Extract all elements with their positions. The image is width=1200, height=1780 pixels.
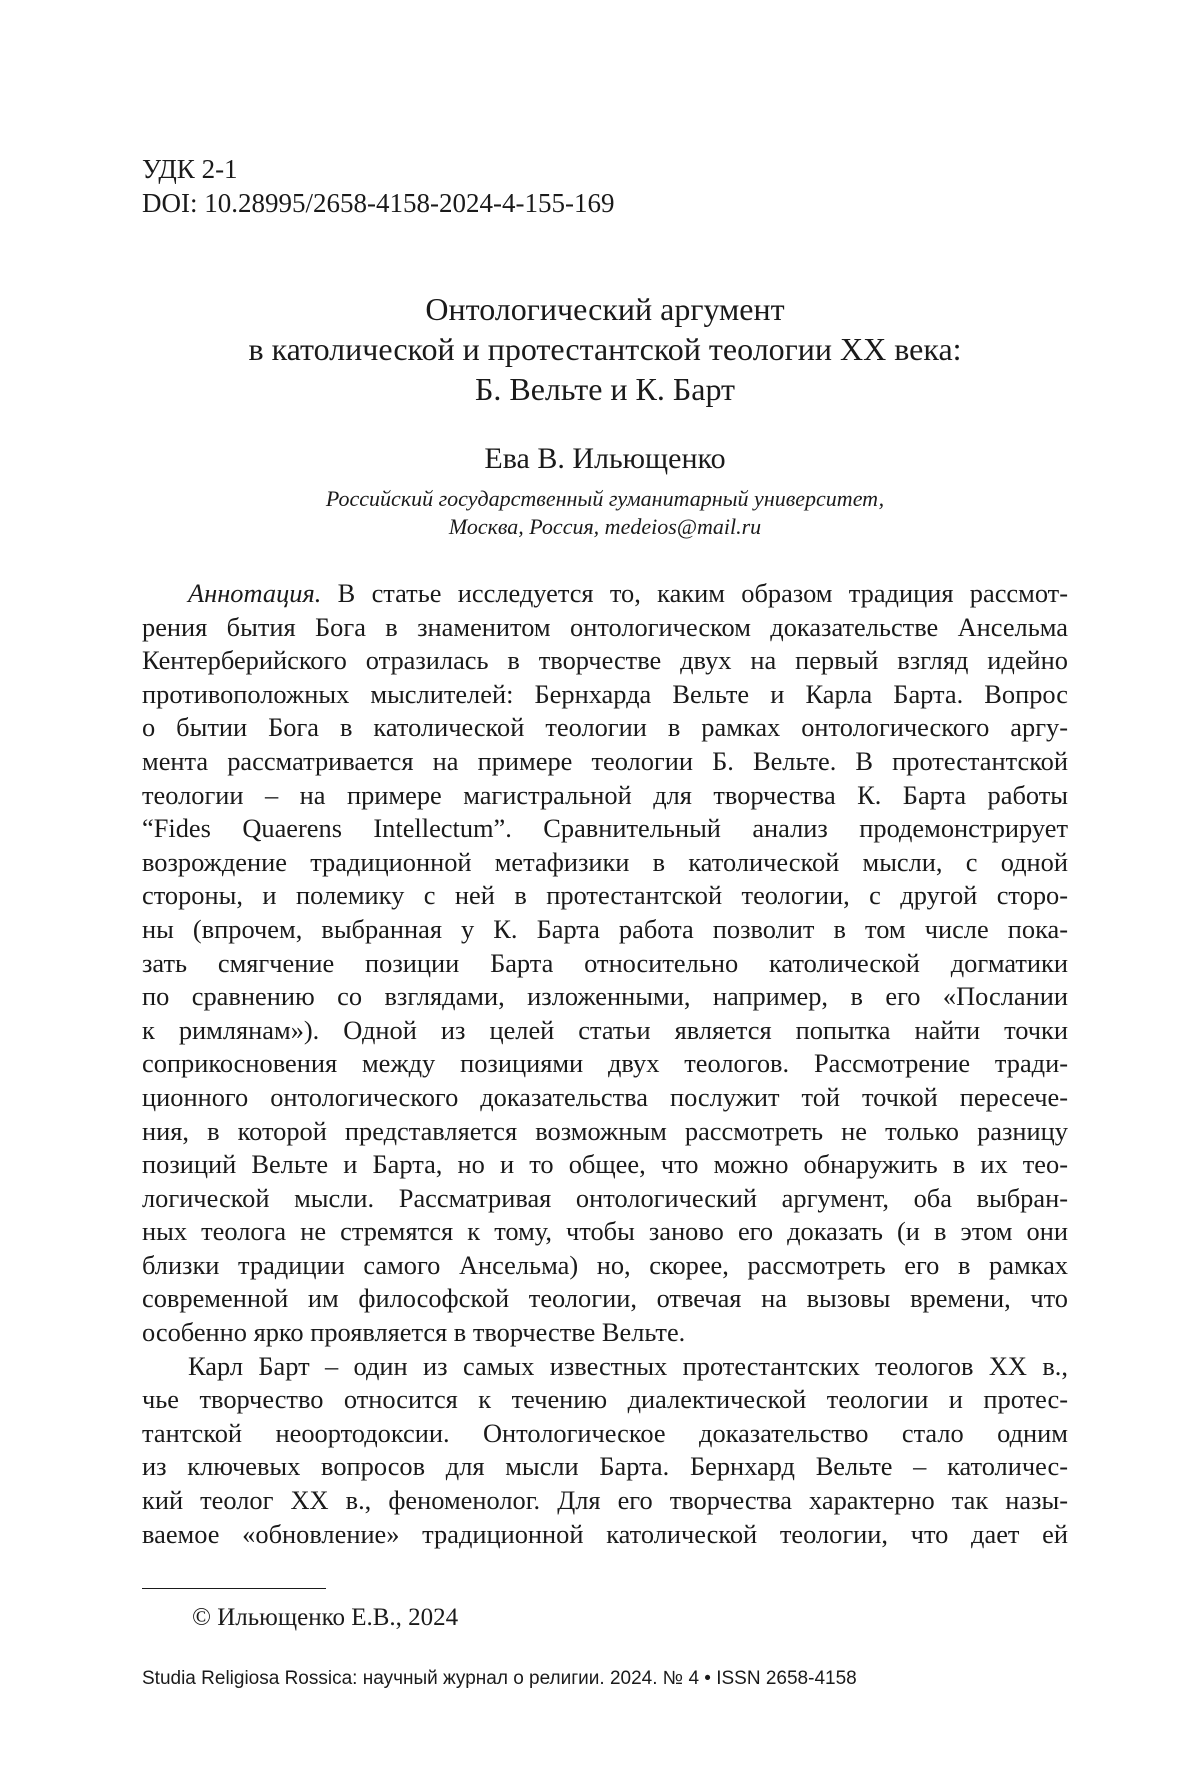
abstract-line: к римлянам»). Одной из целей статьи является попытка найти точки <box>142 1014 1068 1045</box>
article-title <box>142 289 1068 409</box>
abstract-line: возрождение традиционной метафизики в католической мысли, с одной <box>142 846 1068 877</box>
title-line-2: в католической и протестантской теологии XX века: <box>248 331 962 367</box>
udc-code: УДК 2-1 <box>142 154 238 184</box>
abstract-line: ных теолога не стремятся к тому, чтобы заново его доказать (и в этом они <box>142 1216 1068 1247</box>
body-line: кий теолог XX в., феноменолог. Для его творчества характерно так назы- <box>142 1485 1068 1516</box>
article-body <box>142 577 1068 1551</box>
abstract-line: ния, в которой представляется возможным рассмотреть не только разницу <box>142 1115 1068 1146</box>
abstract-line: противоположных мыслителей: Бернхарда Вельте и Карла Барта. Вопрос <box>142 678 1068 709</box>
abstract-paragraph <box>142 577 1068 1350</box>
abstract-line: “Fides Quaerens Intellectum”. Сравнительный анализ продемонстрирует <box>142 813 1068 844</box>
abstract-line: рения бытия Бога в знаменитом онтологическом доказательстве Ансельма <box>142 611 1068 642</box>
abstract-line: современной им философской теологии, отвечая на вызовы времени, что <box>142 1283 1068 1314</box>
body-line: Карл Барт – один из самых известных протестантских теологов XX в., <box>188 1350 1068 1381</box>
abstract-line: теологии – на примере магистральной для творчества К. Барта работы <box>142 779 1068 810</box>
article-metadata <box>142 152 614 220</box>
abstract-line: логической мысли. Рассматривая онтологический аргумент, оба выбран- <box>142 1182 1068 1213</box>
abstract-first-line-text: В статье исследуется то, каким образом традиция рассмот- <box>321 578 1068 608</box>
author-affiliation <box>142 485 1068 541</box>
abstract-line: особенно ярко проявляется в творчестве Вельте. <box>142 1317 686 1348</box>
body-line: тантской неоортодоксии. Онтологическое доказательство стало одним <box>142 1417 1068 1448</box>
footnote-separator <box>142 1588 326 1589</box>
body-line: ваемое «обновление» традиционной католической теологии, что дает ей <box>142 1518 1068 1549</box>
doi: DOI: 10.28995/2658-4158-2024-4-155-169 <box>142 188 615 218</box>
abstract-line: близки традиции самого Ансельма) но, скорее, рассмотреть его в рамках <box>142 1249 1068 1280</box>
abstract-line: позиций Вельте и Барта, но и то общее, что можно обнаружить в их тео- <box>142 1149 1068 1180</box>
author-name: Ева В. Ильющенко <box>484 442 726 475</box>
body-line: чье творчество относится к течению диалектической теологии и протес- <box>142 1384 1068 1415</box>
abstract-line: мента рассматривается на примере теологии Б. Вельте. В протестантской <box>142 745 1068 776</box>
title-line-1: Онтологический аргумент <box>425 291 785 327</box>
abstract-line: стороны, и полемику с ней в протестантской теологии, с другой сторо- <box>142 880 1068 911</box>
body-line: из ключевых вопросов для мысли Барта. Бернхард Вельте – католичес- <box>142 1451 1068 1482</box>
affiliation-line-2: Москва, Россия, medeios@mail.ru <box>448 514 762 539</box>
abstract-line: ционного онтологического доказательства послужит той точкой пересече- <box>142 1081 1068 1112</box>
title-line-3: Б. Вельте и К. Барт <box>474 371 736 407</box>
abstract-line: по сравнению со взглядами, изложенными, например, в его «Послании <box>142 981 1068 1012</box>
abstract-line: о бытии Бога в католической теологии в рамках онтологического аргу- <box>142 712 1068 743</box>
body-paragraph <box>142 1350 1068 1552</box>
affiliation-line-1: Российский государственный гуманитарный университет, <box>325 486 885 511</box>
abstract-line: Кентерберийского отразилась в творчестве двух на первый взгляд идейно <box>142 645 1068 676</box>
abstract-lead: Аннотация. <box>188 578 322 608</box>
abstract-line: ны (впрочем, выбранная у К. Барта работа позволит в том числе пока- <box>142 913 1068 944</box>
journal-footer: Studia Religiosa Rossica: научный журнал о религии. 2024. № 4 • ISSN 2658-4158 <box>142 1668 857 1689</box>
abstract-line <box>142 577 1068 611</box>
copyright-footnote: © Ильющенко Е.В., 2024 <box>192 1604 459 1631</box>
abstract-line: соприкосновения между позициями двух теологов. Рассмотрение тради- <box>142 1048 1068 1079</box>
abstract-line: зать смягчение позиции Барта относительно католической догматики <box>142 947 1068 978</box>
